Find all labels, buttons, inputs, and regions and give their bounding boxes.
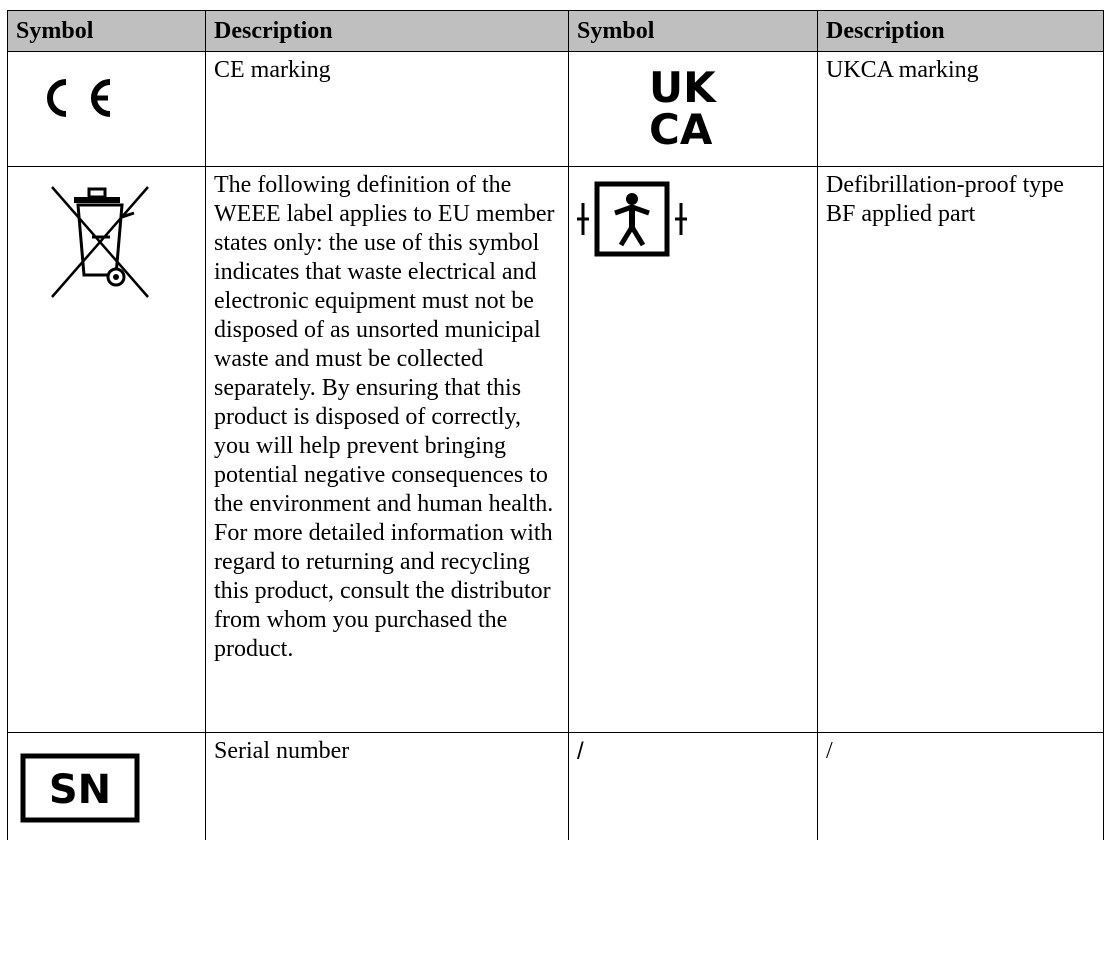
symbol-cell-text: / — [569, 733, 818, 841]
header-symbol-1: Symbol — [8, 11, 206, 52]
description-cell: Defibrillation-proof type BF applied part — [818, 167, 1104, 733]
symbol-cell — [8, 167, 206, 733]
ukca-text-uk: UK — [649, 64, 716, 112]
description-cell: The following definition of the WEEE label applies to EU member states only: the use of this symbol indicates that waste electrical and electronic equipment must not be disposed of as unsorted municipal waste and must be collected separately. By ensuring that this product is disposed of correctly, you will help prevent bringing potential negative consequences to the environment and human health. For more detailed information with regard to returning and recycling this product, consult the distributor from whom you purchased the product. — [206, 167, 569, 733]
header-description-1: Description — [206, 11, 569, 52]
weee-crossed-bin-icon — [40, 177, 160, 307]
table-row — [8, 52, 1104, 167]
description-cell: CE marking — [206, 52, 569, 167]
header-description-2: Description — [818, 11, 1104, 52]
serial-number-icon — [20, 753, 140, 823]
description-cell: Serial number — [206, 733, 569, 841]
symbol-cell — [569, 52, 818, 167]
symbol-cell — [569, 167, 818, 733]
symbols-table — [7, 10, 1104, 840]
table-row — [8, 167, 1104, 733]
ukca-marking-icon — [643, 64, 743, 154]
symbol-cell — [8, 52, 206, 167]
header-symbol-2: Symbol — [569, 11, 818, 52]
defibrillation-proof-bf-icon — [577, 181, 687, 257]
description-cell: / — [818, 733, 1104, 841]
ukca-text-ca: CA — [649, 105, 713, 154]
symbol-cell — [8, 733, 206, 841]
ce-marking-icon — [30, 68, 130, 128]
table-header-row — [8, 11, 1104, 52]
table-row — [8, 733, 1104, 841]
serial-number-text: SN — [48, 767, 112, 813]
description-cell: UKCA marking — [818, 52, 1104, 167]
